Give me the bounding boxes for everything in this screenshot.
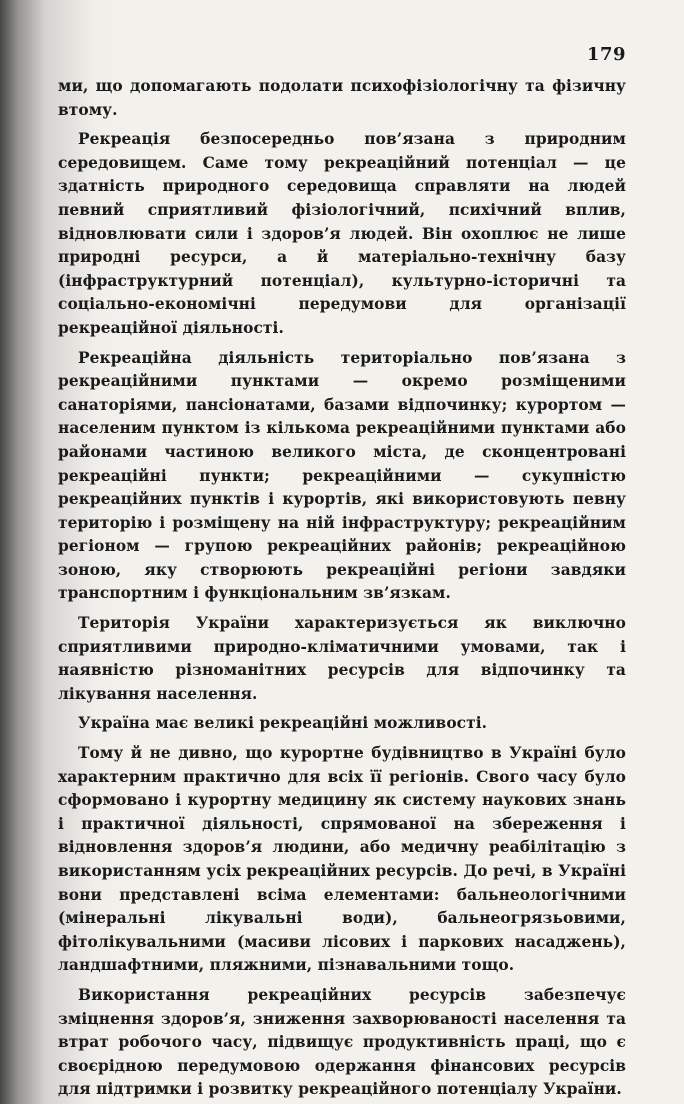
paragraph-6: Тому й не дивно, що курортне будівництво в Україні було характерним практично для всіх її регіонів. Свого часу було сформовано і курортну медицину як систему наукових знань і практичної діяльності, спрямованої на збереження і відновлення здоров’я людини, або медичну реабілітацію з використанням усіх рекреаційних ресурсів. До речі, в Україні вони представлені всіма елементами: бальнеологічними (мінеральні лікувальні води), бальнеогрязьовими, фітолікувальними (масиви лісових і паркових насаджень), ландшафтними, пляжними, пізнавальними тощо.	[58, 744, 626, 975]
page-number: 179	[586, 44, 626, 65]
paragraph-1: ми, що допомагають подолати психофізіологічну та фізичну втому.	[58, 77, 626, 119]
paragraph-3: Рекреаційна діяльність територіально пов’язана з рекреаційними пунктами — окремо розміщеними санаторіями, пансіонатами, базами відпочинку; курортом — населеним пунктом із кількома рекреаційними пунктами або районами частиною великого міста, де сконцентровані рекреаційні пункти; рекреаційними — сукупністю рекреаційних пунктів і курортів, які використовують певну територію і розміщену на ній інфраструктуру; рекреаційним регіоном — групою рекреаційних районів; рекреаційною зоною, яку створюють рекреаційні регіони завдяки транспортним і функціональним зв’язкам.	[58, 348, 626, 603]
paragraph-4: Територія України характеризується як виключно сприятливими природно-кліматичними умовами, так і наявністю різноманітних ресурсів для відпочинку та лікування населення.	[58, 614, 626, 703]
paragraph-5: Україна має великі рекреаційні можливості.	[78, 714, 488, 733]
paragraph-2: Рекреація безпосередньо пов’язана з природним середовищем. Саме тому рекреаційний потенціал — це здатність природного середовища справляти на людей певний сприятливий фізіологічний, психічний вплив, відновлювати сили і здоров’я людей. Він охоплює не лише природні ресурси, а й матеріально-технічну базу (інфраструктурний потенціал), культурно-історичні та соціально-економічні передумови для організації рекреаційної діяльності.	[58, 130, 626, 337]
body-text	[58, 75, 626, 1102]
paragraph-7: Використання рекреаційних ресурсів забезпечує зміцнення здоров’я, зниження захворюваності населення та втрат робочого часу, підвищує продуктивність праці, що є своєрідною передумовою одержання фінансових ресурсів для підтримки і розвитку рекреаційного потенціалу України.	[58, 985, 626, 1099]
